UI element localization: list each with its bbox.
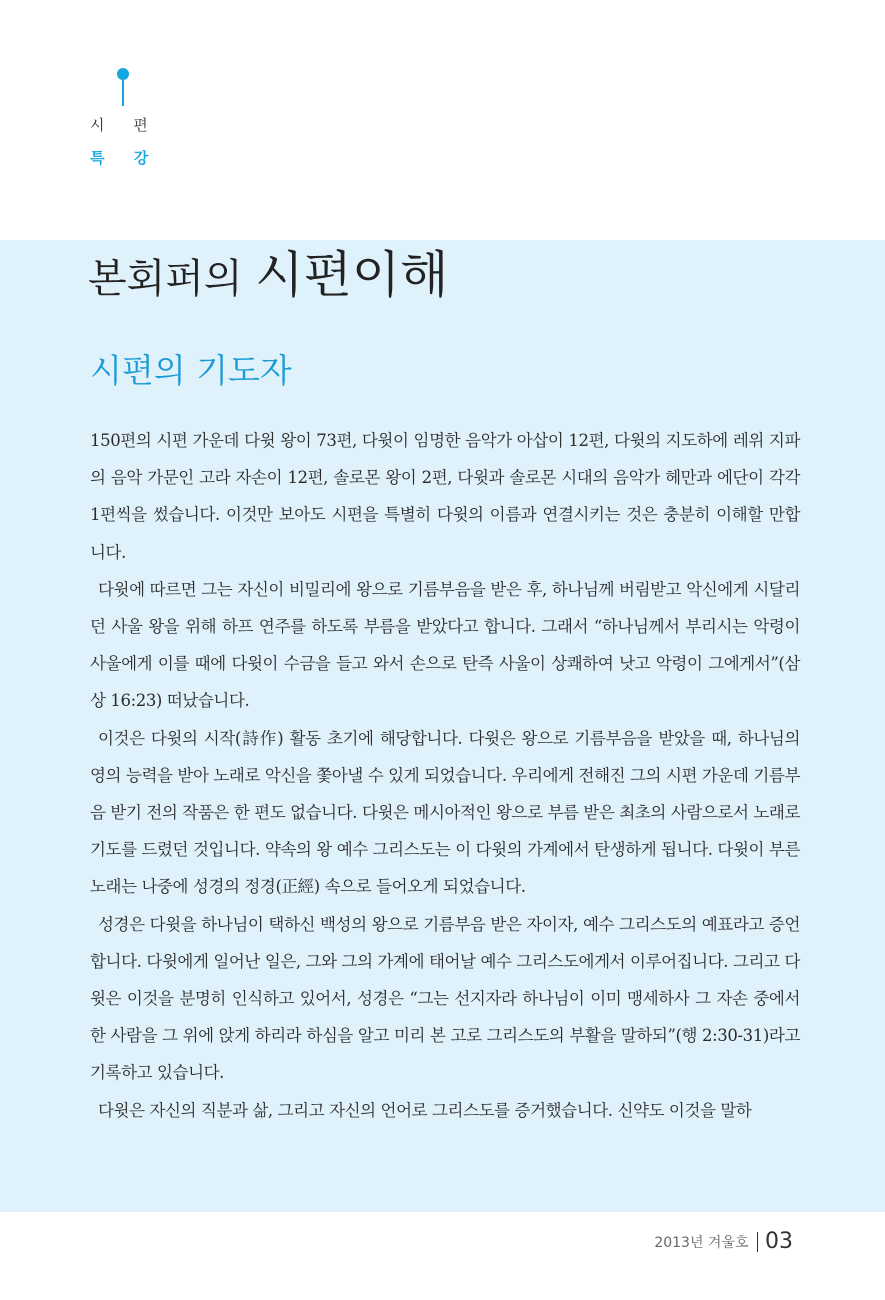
series-label: 시 편 — [90, 116, 160, 134]
article-title-part1: 본회퍼의 — [88, 256, 256, 302]
header-dot-marker — [117, 68, 129, 80]
issue-label: 2013년 겨울호 — [654, 1234, 749, 1251]
page-number: 03 — [765, 1229, 793, 1254]
paragraph: 성경은 다윗을 하나님이 택하신 백성의 왕으로 기름부음 받은 자이자, 예수 그리스도의 예표라고 증언합니다. 다윗에게 일어난 일은, 그와 그의 가계에 태어날 예수 그리스도에게서 이루어집니다. 그리고 다윗은 이것을 분명히 인식하고 있어서, 성경은 “그는 선지자라 하나님이 이미 맹세하사 그 자손 중에서 한 사람을 그 위에 앉게 하리라 하심을 알고 미리 본 고로 그리스도의 부활을 말하되”(행 2:30-31)라고 기록하고 있습니다. — [90, 914, 800, 1083]
paragraph: 다윗에 따르면 그는 자신이 비밀리에 왕으로 기름부음을 받은 후, 하나님께 버림받고 악신에게 시달리던 사울 왕을 위해 하프 연주를 하도록 부름을 받았다고 합니다. 그래서 “하나님께서 부리시는 악령이 사울에게 이를 때에 다윗이 수금을 들고 와서 손으로 탄즉 사울이 상쾌하여 낫고 악령이 그에게서”(삼상 16:23) 떠났습니다. — [90, 579, 800, 711]
paragraph: 다윗은 자신의 직분과 삶, 그리고 자신의 언어로 그리스도를 증거했습니다. 신약도 이것을 말하 — [98, 1100, 752, 1120]
article-body — [90, 422, 800, 1129]
paragraph: 이것은 다윗의 시작(詩作) 활동 초기에 해당합니다. 다윗은 왕으로 기름부음을 받았을 때, 하나님의 영의 능력을 받아 노래로 악신을 쫓아낼 수 있게 되었습니다. 우리에게 전해진 그의 시편 가운데 기름부음 받기 전의 작품은 한 편도 없습니다. 다윗은 메시아적인 왕으로 부름 받은 최초의 사람으로서 노래로 기도를 드렸던 것입니다. 약속의 왕 예수 그리스도는 이 다윗의 가계에서 탄생하게 됩니다. 다윗이 부른 노래는 나중에 성경의 정경(正經) 속으로 들어오게 되었습니다. — [90, 728, 800, 897]
article-title-part2: 시편이해 — [255, 246, 449, 304]
section-label: 특 강 — [90, 149, 161, 167]
article-title — [88, 245, 448, 317]
header-line-marker — [122, 80, 124, 106]
paragraph: 150편의 시편 가운데 다윗 왕이 73편, 다윗이 임명한 음악가 아삽이 12편, 다윗의 지도하에 레위 지파의 음악 가문인 고라 자손이 12편, 솔로몬 왕이 2편, 다윗과 솔로몬 시대의 음악가 헤만과 에단이 각각 1편씩을 썼습니다. 이것만 보아도 시편을 특별히 다윗의 이름과 연결시키는 것은 충분히 이해할 만합니다. — [90, 431, 800, 562]
footer-divider — [757, 1232, 759, 1252]
page-footer — [654, 1229, 793, 1254]
article-subtitle: 시편의 기도자 — [90, 351, 292, 390]
